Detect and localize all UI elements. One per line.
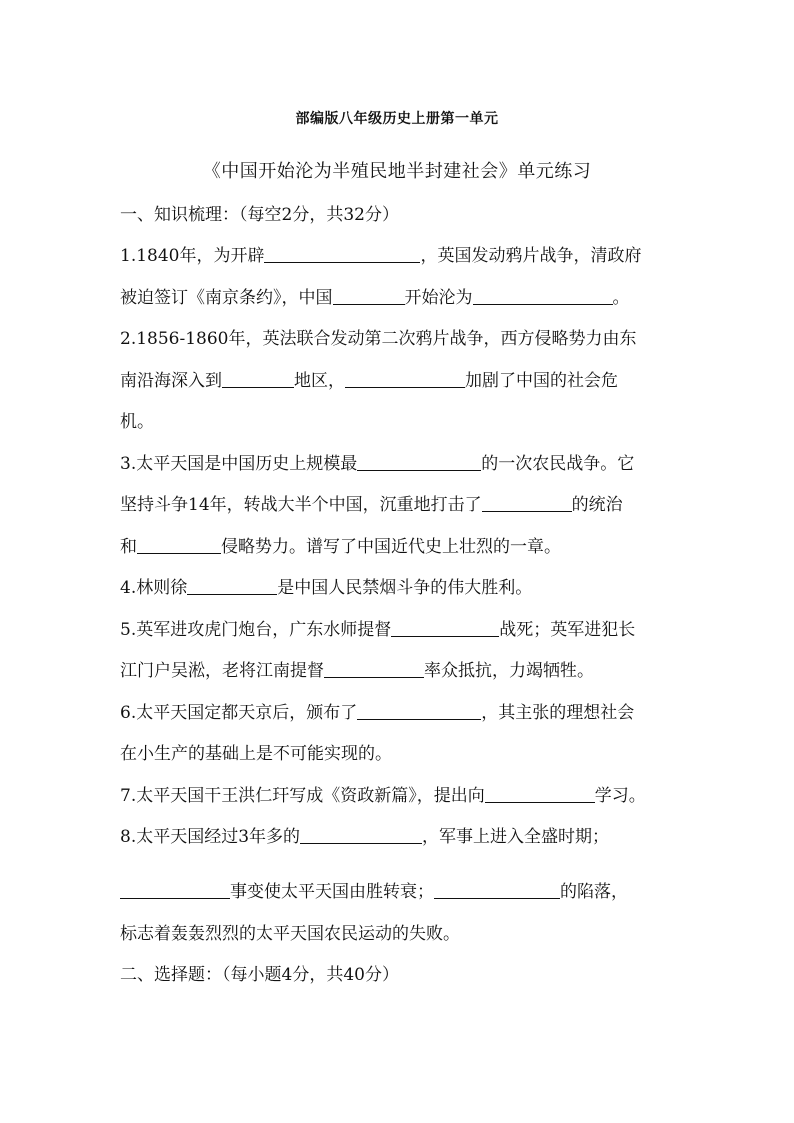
page-header: 部编版八年级历史上册第一单元: [295, 111, 499, 127]
question-8-line-3: 标志着轰轰烈烈的太平天国农民运动的失败。: [120, 924, 460, 944]
answer-blank[interactable]: [264, 244, 420, 263]
answer-blank[interactable]: [391, 618, 499, 637]
answer-blank[interactable]: [345, 369, 465, 388]
question-4-line-1: [120, 576, 690, 600]
text: ，军事上进入全盛时期；: [422, 827, 610, 847]
text: 事变使太平天国由胜转衰；: [230, 882, 434, 902]
text: 8.太平天国经过3年多的: [120, 827, 301, 847]
text: 3.太平天国是中国历史上规模最: [120, 454, 358, 474]
text: 被迫签订《南京条约》，中国: [120, 288, 333, 308]
question-3-line-1: [120, 452, 690, 476]
text: 地区，: [294, 371, 345, 391]
answer-blank[interactable]: [300, 825, 422, 844]
answer-blank[interactable]: [324, 659, 424, 678]
answer-blank[interactable]: [482, 493, 572, 512]
question-2-line-3: 机。: [120, 412, 154, 432]
page-title: 《中国开始沦为半殖民地半封建社会》单元练习: [202, 161, 592, 182]
question-5-line-1: [120, 618, 690, 642]
text: 战死；英军进犯长: [499, 620, 636, 640]
text: 。: [612, 288, 630, 308]
question-2-line-2: [120, 369, 690, 393]
text: 开始沦为: [404, 288, 473, 308]
answer-blank[interactable]: [120, 880, 230, 899]
question-8-line-2: [120, 880, 690, 904]
question-6-line-2: 在小生产的基础上是不可能实现的。: [120, 744, 392, 764]
text: 7.太平天国干王洪仁玕写成《资政新篇》，提出向: [120, 786, 485, 806]
question-2-line-1: 2.1856-1860年，英法联合发动第二次鸦片战争，西方侵略势力由东: [120, 329, 637, 349]
answer-blank[interactable]: [187, 576, 277, 595]
text: 江门户吴淞，老将江南提督: [120, 661, 324, 681]
text: 坚持斗争14年，转战大半个中国，沉重地打击了: [120, 495, 482, 515]
text: 学习。: [594, 786, 646, 806]
answer-blank[interactable]: [137, 535, 221, 554]
text: 侵略势力。谱写了中国近代史上壮烈的一章。: [221, 537, 561, 557]
question-3-line-2: [120, 493, 690, 517]
answer-blank[interactable]: [357, 452, 481, 471]
text: 4.林则徐: [120, 578, 188, 598]
question-1-line-2: [120, 286, 690, 310]
answer-blank[interactable]: [434, 880, 560, 899]
text: ，英国发动鸦片战争，清政府: [420, 246, 642, 266]
answer-blank[interactable]: [473, 286, 613, 305]
text: 是中国人民禁烟斗争的伟大胜利。: [277, 578, 533, 598]
text: 率众抵抗，力竭牺牲。: [424, 661, 594, 681]
text: 和: [120, 537, 137, 557]
text: 的统治: [571, 495, 623, 515]
text: 6.太平天国定都天京后，颁布了: [120, 703, 358, 723]
text: 的陷落，: [560, 882, 628, 902]
text: 的一次农民战争。它: [481, 454, 635, 474]
text: 1.1840年，为开辟: [120, 246, 265, 266]
question-3-line-3: [120, 535, 690, 559]
question-7-line-1: [120, 784, 690, 808]
section-1-heading: 一、知识梳理：（每空2分，共32分）: [120, 205, 399, 225]
text: 加剧了中国的社会危: [465, 371, 618, 391]
question-1-line-1: [120, 244, 690, 268]
answer-blank[interactable]: [222, 369, 294, 388]
answer-blank[interactable]: [357, 701, 481, 720]
text: 5.英军进攻虎门炮台，广东水师提督: [120, 620, 392, 640]
question-8-line-1: [120, 825, 690, 849]
section-2-heading: 二、选择题：（每小题4分，共40分）: [120, 965, 399, 985]
question-5-line-2: [120, 659, 690, 683]
answer-blank[interactable]: [333, 286, 405, 305]
question-6-line-1: [120, 701, 690, 725]
text: 南沿海深入到: [120, 371, 222, 391]
text: ，其主张的理想社会: [481, 703, 635, 723]
answer-blank[interactable]: [485, 784, 595, 803]
